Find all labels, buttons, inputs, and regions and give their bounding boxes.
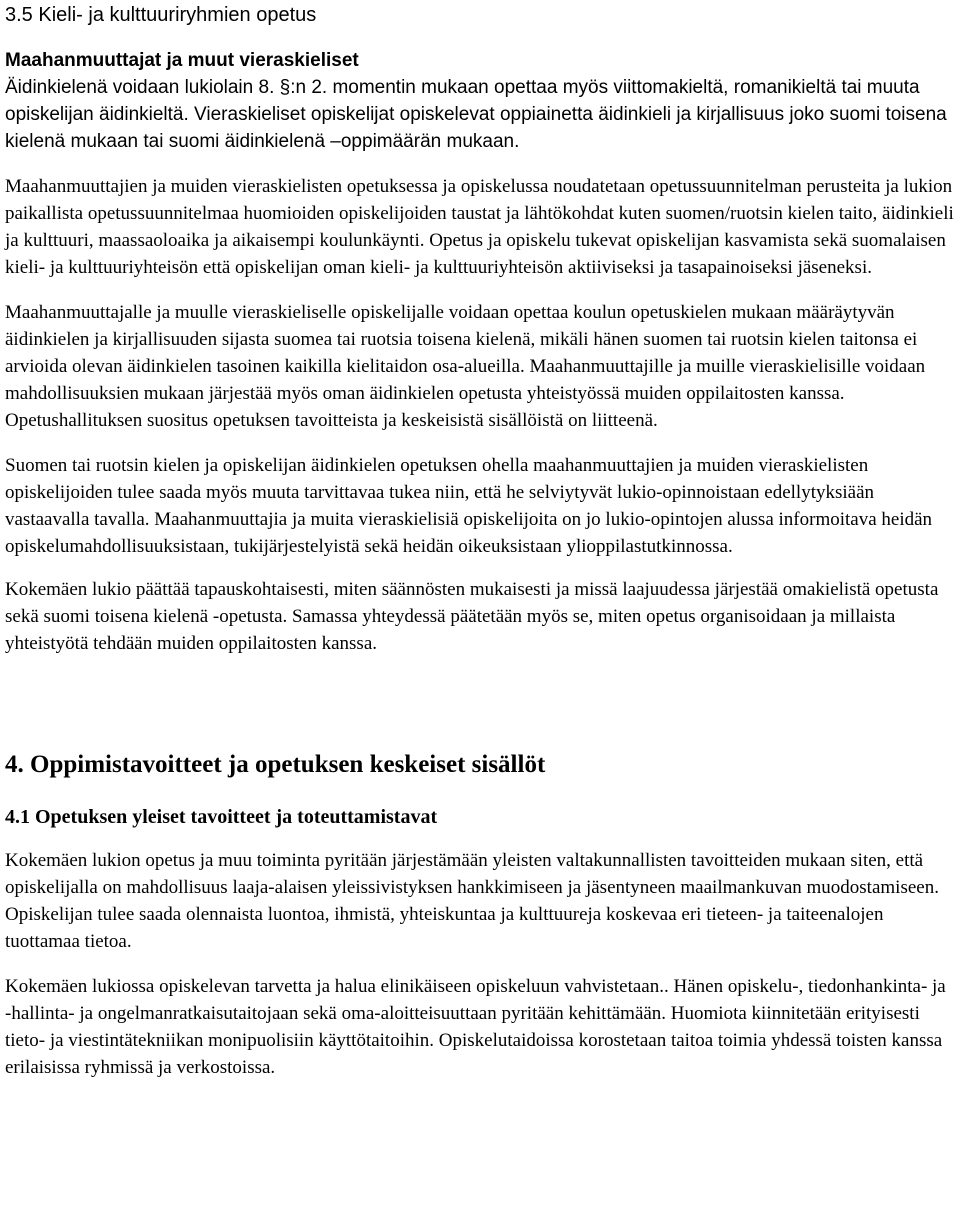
- chapter-paragraph-1: Kokemäen lukion opetus ja muu toiminta pyritään järjestämään yleisten valtakunnallisten tavoitteiden mukaan siten, että opiskelijalla on mahdollisuus laaja-alaisen yleissivistyksen hankkimiseen ja jäsentyneen maailmankuvan muodostamiseen. Opiskelijan tulee saada olennaista luontoa, ihmistä, yhteiskuntaa ja kulttuureja koskevaa eri tieteen- ja taiteenalojen tuottamaa tietoa.: [5, 850, 939, 952]
- section-paragraph-4: Kokemäen lukio päättää tapauskohtaisesti, miten säännösten mukaisesti ja missä laajuudessa järjestää omakielistä opetusta sekä suomi toisena kielenä -opetusta. Samassa yhteydessä päätetään myös se, miten opetus organisoidaan ja millaista yhteistyötä tehdään muiden oppilaitosten kanssa.: [5, 579, 939, 654]
- document-page: [5, 0, 955, 1081]
- section-subheading: Maahanmuuttajat ja muut vieraskieliset: [5, 50, 359, 71]
- section-paragraph-3: Suomen tai ruotsin kielen ja opiskelijan äidinkielen opetuksen ohella maahanmuuttajien ja muiden vieraskielisten opiskelijoiden tulee saada myös muuta tarvittavaa tukea niin, että he selviytyvät lukio-opinnoistaan edellytyksiään vastaavalla tavalla. Maahanmuuttajia ja muita vieraskielisiä opiskelijoita on jo lukio-opintojen alussa informoitava heidän opiskelumahdollisuuksistaan, tukijärjestelyistä sekä heidän oikeuksistaan ylioppilastutkinnossa.: [5, 455, 933, 557]
- chapter-heading: 4. Oppimistavoitteet ja opetuksen keskeiset sisällöt: [5, 751, 546, 778]
- section-heading: 3.5 Kieli- ja kulttuuriryhmien opetus: [5, 4, 317, 26]
- section-paragraph-1: Maahanmuuttajien ja muiden vieraskielisten opetuksessa ja opiskelussa noudatetaan opetussuunnitelman perusteita ja lukion paikallista opetussuunnitelmaa huomioiden opiskelijoiden taustat ja lähtökohdat kuten suomen/ruotsin kielen taito, äidinkieli ja kulttuuri, maassaoloaika ja aikaisempi koulunkäynti. Opetus ja opiskelu tukevat opiskelijan kasvamista sekä suomalaisen kieli- ja kulttuuriyhteisön että opiskelijan oman kieli- ja kulttuuriyhteisön aktiiviseksi ja tasapainoiseksi jäseneksi.: [5, 176, 954, 278]
- chapter-paragraph-2: Kokemäen lukiossa opiskelevan tarvetta ja halua elinikäiseen opiskeluun vahvistetaan.. Hänen opiskelu-, tiedonhankinta- ja -hallinta- ja ongelmanratkaisutaitojaan sekä oma-aloitteisuuttaan pyritään kehittämään. Huomiota kiinnitetään erityisesti tieto- ja viestintätekniikan monipuolisiin käyttötaitoihin. Opiskelutaidoissa korostetaan taitoa toimia yhdessä toisten kanssa erilaisissa ryhmissä ja verkostoissa.: [5, 976, 946, 1078]
- section-paragraph-2: Maahanmuuttajalle ja muulle vieraskieliselle opiskelijalle voidaan opettaa koulun opetuskielen mukaan määräytyvän äidinkielen ja kirjallisuuden sijasta suomea tai ruotsia toisena kielenä, mikäli hänen suomen tai ruotsin kielen taitonsa ei arvioida olevan äidinkielen tasoinen kaikilla kielitaidon osa-alueilla. Maahanmuuttajille ja muille vieraskielisille voidaan mahdollisuuksien mukaan järjestää myös oman äidinkielen opetusta yhteistyössä muiden oppilaitosten kanssa. Opetushallituksen suositus opetuksen tavoitteista ja keskeisistä sisällöistä on liitteenä.: [5, 302, 926, 431]
- chapter-subheading: 4.1 Opetuksen yleiset tavoitteet ja toteuttamistavat: [5, 806, 438, 828]
- section-intro-paragraph: Äidinkielenä voidaan lukiolain 8. §:n 2. momentin mukaan opettaa myös viittomakieltä, romanikieltä tai muuta opiskelijan äidinkieltä. Vieraskieliset opiskelijat opiskelevat oppiainetta äidinkieli ja kirjallisuus joko suomi toisena kielenä mukaan tai suomi äidinkielenä –oppimäärän mukaan.: [5, 77, 947, 152]
